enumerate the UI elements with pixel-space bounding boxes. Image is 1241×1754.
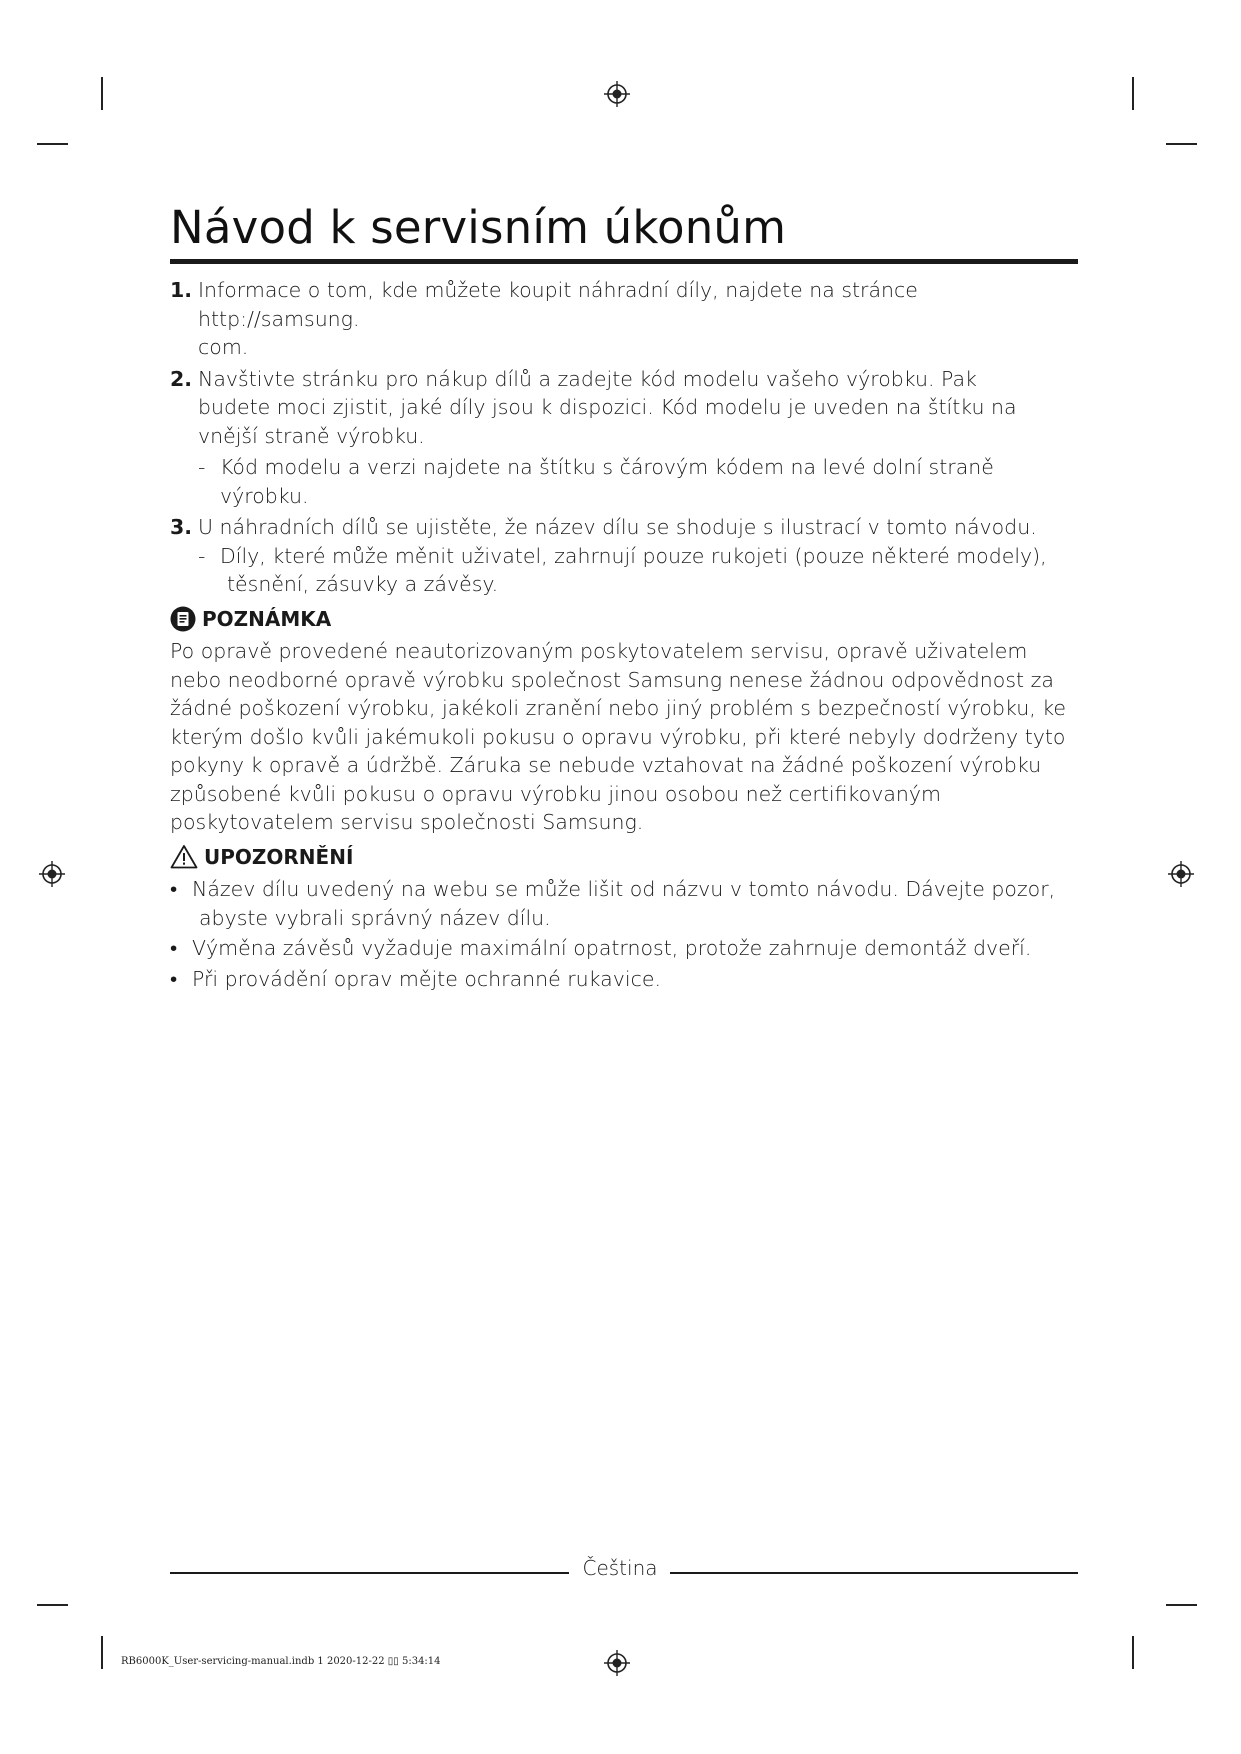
footer-language: Čeština	[582, 1556, 658, 1580]
warning-item	[170, 965, 1082, 994]
step-text-line: com.	[198, 335, 249, 359]
warning-item-text	[192, 875, 1082, 932]
bullet-marker: •	[170, 966, 178, 991]
registration-mark-icon	[1168, 861, 1194, 887]
warning-item-text-line: abyste vybrali správný název dílu.	[199, 905, 551, 930]
dash-marker: -	[198, 455, 206, 479]
warning-item-text: Výměna závěsů vyžaduje maximální opatrnost, protože zahrnuje demontáž dveří.	[192, 936, 1032, 960]
step-item	[170, 513, 1082, 542]
warning-triangle-icon	[170, 844, 198, 869]
crop-mark	[1132, 77, 1134, 110]
crop-mark	[101, 77, 103, 110]
step-item	[170, 276, 1082, 362]
sub-item-text-line: těsnění, zásuvky a závěsy.	[227, 572, 499, 596]
step-number: 3.	[170, 515, 193, 539]
note-heading	[170, 605, 1082, 634]
title-rule	[170, 259, 1078, 264]
step-text-line: Informace o tom, kde můžete koupit náhradní díly, najdete na stránce http://samsung.	[198, 278, 918, 331]
note-text: Po opravě provedené neautorizovaným poskytovatelem servisu, opravě uživatelem nebo neodborné opravě výrobku společnost Samsung nenese žádnou odpovědnost za žádné poškození výrobku, jakékoli zranění nebo jiný problém s bezpečností výrobku, ke kterým došlo kvůli jakémukoli pokusu o opravu výrobku, při které nebyly dodrženy tyto pokyny k opravě a údržbě. Záruka se nebude vztahovat na žádné poškození výrobku způsobené kvůli pokusu o opravu výrobku jinou osobou než certifikovaným poskytovatelem servisu společnosti Samsung.	[170, 639, 1066, 834]
note-heading-label: POZNÁMKA	[202, 606, 332, 631]
step-number: 2.	[170, 366, 193, 391]
crop-mark	[101, 1636, 103, 1669]
warning-item	[170, 934, 1082, 963]
page-title: Návod k servisním úkonům	[170, 201, 787, 254]
step-number: 1.	[170, 278, 193, 302]
sub-item	[198, 453, 1082, 510]
sub-item-text	[220, 542, 1082, 599]
bullet-marker: •	[170, 877, 178, 901]
bullet-marker: •	[170, 936, 178, 960]
footer-rule-right	[670, 1572, 1078, 1574]
step-text	[198, 276, 1082, 362]
warning-item-text: Při provádění oprav mějte ochranné rukavice.	[192, 966, 661, 991]
warning-item	[170, 875, 1082, 932]
crop-mark	[37, 1604, 68, 1606]
crop-mark	[37, 143, 68, 145]
registration-mark-icon	[604, 1650, 630, 1676]
registration-mark-icon	[39, 861, 65, 887]
crop-mark	[1166, 1604, 1197, 1606]
warning-item-text-line: Název dílu uvedený na webu se může lišit od názvu v tomto návodu. Dávejte pozor,	[192, 877, 1056, 901]
footer-rule-left	[170, 1572, 569, 1574]
main-content	[170, 276, 1082, 993]
sub-item	[198, 542, 1082, 599]
note-icon	[170, 606, 196, 632]
registration-mark-icon	[604, 81, 630, 107]
step-item	[170, 365, 1082, 451]
sub-item-text-line: Díly, které může měnit uživatel, zahrnují pouze rukojeti (pouze některé modely),	[220, 543, 1047, 568]
step-text: Navštivte stránku pro nákup dílů a zadejte kód modelu vašeho výrobku. Pak budete moci zjistit, jaké díly jsou k dispozici. Kód modelu je uveden na štítku na vnější straně výrobku.	[198, 366, 1017, 448]
print-slug: RB6000K_User-servicing-manual.indb 1 2020-12-22 ▯▯ 5:34:14	[121, 1656, 441, 1667]
step-text: U náhradních dílů se ujistěte, že název dílu se shoduje s ilustrací v tomto návodu.	[198, 515, 1037, 539]
sub-item-text: Kód modelu a verzi najdete na štítku s čárovým kódem na levé dolní straně výrobku.	[220, 455, 994, 508]
warning-heading-label: UPOZORNĚNÍ	[204, 844, 354, 869]
dash-marker: -	[198, 543, 206, 568]
warning-heading	[170, 843, 1082, 872]
crop-mark	[1132, 1636, 1134, 1669]
crop-mark	[1166, 143, 1197, 145]
